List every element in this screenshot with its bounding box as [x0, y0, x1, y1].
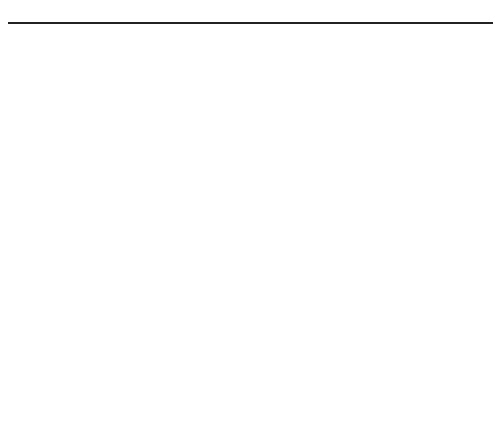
table-rule — [8, 22, 493, 24]
